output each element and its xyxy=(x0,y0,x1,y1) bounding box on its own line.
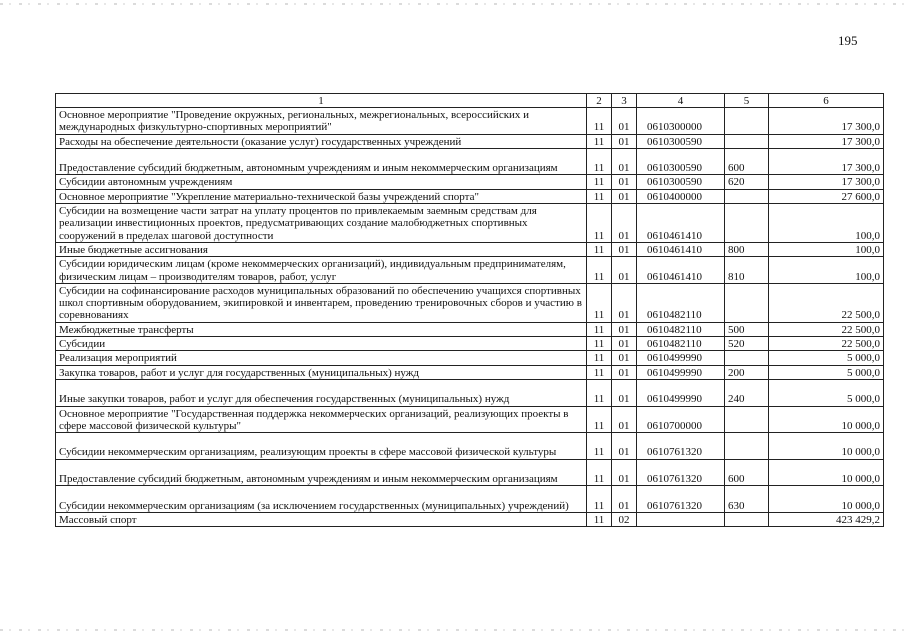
header-col-4: 4 xyxy=(637,94,725,108)
table-row xyxy=(56,433,884,460)
header-row xyxy=(56,94,884,108)
row-subsection: 01 xyxy=(612,242,637,256)
row-section: 11 xyxy=(587,406,612,433)
row-target-code xyxy=(637,512,725,526)
row-section: 11 xyxy=(587,351,612,365)
scan-noise-bottom xyxy=(0,629,905,631)
row-section: 11 xyxy=(587,433,612,460)
row-expense-type xyxy=(725,134,769,148)
row-amount: 5 000,0 xyxy=(769,379,884,406)
row-section: 11 xyxy=(587,322,612,336)
row-expense-type: 810 xyxy=(725,257,769,284)
row-name: Субсидии xyxy=(56,337,587,351)
row-name: Субсидии юридическим лицам (кроме некоммерческих организаций), индивидуальным предпринимателям, физическим лицам – производителям товаров, работ, услуг xyxy=(56,257,587,284)
row-subsection: 01 xyxy=(612,257,637,284)
row-expense-type: 620 xyxy=(725,175,769,189)
row-amount: 17 300,0 xyxy=(769,108,884,135)
row-subsection: 01 xyxy=(612,337,637,351)
row-amount: 22 500,0 xyxy=(769,337,884,351)
row-amount: 10 000,0 xyxy=(769,486,884,513)
row-target-code: 0610461410 xyxy=(637,204,725,243)
table-row xyxy=(56,242,884,256)
row-target-code: 0610300000 xyxy=(637,108,725,135)
table-row xyxy=(56,337,884,351)
row-expense-type: 520 xyxy=(725,337,769,351)
row-section: 11 xyxy=(587,365,612,379)
row-subsection: 01 xyxy=(612,322,637,336)
row-subsection: 01 xyxy=(612,459,637,486)
row-subsection: 01 xyxy=(612,379,637,406)
row-amount: 27 600,0 xyxy=(769,189,884,203)
table-row xyxy=(56,108,884,135)
table-row xyxy=(56,459,884,486)
table-row xyxy=(56,257,884,284)
row-name: Межбюджетные трансферты xyxy=(56,322,587,336)
row-name: Массовый спорт xyxy=(56,512,587,526)
row-subsection: 01 xyxy=(612,148,637,175)
row-name: Расходы на обеспечение деятельности (оказание услуг) государственных учреждений xyxy=(56,134,587,148)
row-section: 11 xyxy=(587,257,612,284)
row-amount: 22 500,0 xyxy=(769,283,884,322)
table-row xyxy=(56,322,884,336)
table-row xyxy=(56,175,884,189)
table-row xyxy=(56,512,884,526)
row-target-code: 0610499990 xyxy=(637,365,725,379)
table-row xyxy=(56,189,884,203)
budget-table-body xyxy=(56,94,884,527)
row-target-code: 0610461410 xyxy=(637,257,725,284)
row-section: 11 xyxy=(587,379,612,406)
row-name: Реализация мероприятий xyxy=(56,351,587,365)
row-amount: 10 000,0 xyxy=(769,406,884,433)
table-row xyxy=(56,283,884,322)
row-subsection: 01 xyxy=(612,189,637,203)
row-target-code: 0610499990 xyxy=(637,351,725,365)
row-target-code: 0610461410 xyxy=(637,242,725,256)
table-row xyxy=(56,148,884,175)
header-col-1: 1 xyxy=(56,94,587,108)
row-section: 11 xyxy=(587,148,612,175)
row-name: Субсидии некоммерческим организациям (за исключением государственных (муниципальных) учреждений) xyxy=(56,486,587,513)
row-name: Основное мероприятие "Государственная поддержка некоммерческих организаций, реализующих проекты в сфере массовой физической культуры" xyxy=(56,406,587,433)
table-row xyxy=(56,406,884,433)
row-expense-type xyxy=(725,406,769,433)
row-amount: 22 500,0 xyxy=(769,322,884,336)
row-name: Субсидии на возмещение части затрат на уплату процентов по привлекаемым заемным средствам для реализации инвестиционных проектов, предусматривающих создание малобюджетных спортивных сооружений в пределах шаговой доступности xyxy=(56,204,587,243)
row-target-code: 0610700000 xyxy=(637,406,725,433)
row-amount: 423 429,2 xyxy=(769,512,884,526)
table-row xyxy=(56,379,884,406)
row-name: Субсидии автономным учреждениям xyxy=(56,175,587,189)
row-subsection: 01 xyxy=(612,134,637,148)
row-amount: 100,0 xyxy=(769,257,884,284)
page-number: 195 xyxy=(838,33,858,48)
header-col-2: 2 xyxy=(587,94,612,108)
row-amount: 5 000,0 xyxy=(769,351,884,365)
row-subsection: 02 xyxy=(612,512,637,526)
row-target-code: 0610482110 xyxy=(637,283,725,322)
row-section: 11 xyxy=(587,242,612,256)
row-expense-type: 630 xyxy=(725,486,769,513)
table-row xyxy=(56,486,884,513)
row-section: 11 xyxy=(587,204,612,243)
row-amount: 10 000,0 xyxy=(769,433,884,460)
row-expense-type: 800 xyxy=(725,242,769,256)
row-target-code: 0610300590 xyxy=(637,134,725,148)
header-col-6: 6 xyxy=(769,94,884,108)
row-name: Иные закупки товаров, работ и услуг для обеспечения государственных (муниципальных) нужд xyxy=(56,379,587,406)
row-expense-type: 500 xyxy=(725,322,769,336)
row-expense-type xyxy=(725,433,769,460)
table-row xyxy=(56,134,884,148)
row-name: Предоставление субсидий бюджетным, автономным учреждениям и иным некоммерческим организациям xyxy=(56,459,587,486)
row-expense-type: 240 xyxy=(725,379,769,406)
row-amount: 17 300,0 xyxy=(769,134,884,148)
row-amount: 100,0 xyxy=(769,242,884,256)
row-section: 11 xyxy=(587,337,612,351)
row-expense-type xyxy=(725,283,769,322)
row-expense-type: 600 xyxy=(725,459,769,486)
header-col-3: 3 xyxy=(612,94,637,108)
row-subsection: 01 xyxy=(612,486,637,513)
row-section: 11 xyxy=(587,189,612,203)
row-section: 11 xyxy=(587,459,612,486)
row-subsection: 01 xyxy=(612,175,637,189)
row-subsection: 01 xyxy=(612,108,637,135)
row-target-code: 0610400000 xyxy=(637,189,725,203)
table-row xyxy=(56,204,884,243)
row-target-code: 0610300590 xyxy=(637,175,725,189)
row-expense-type xyxy=(725,351,769,365)
row-name: Основное мероприятие "Проведение окружных, региональных, межрегиональных, всероссийских и международных физкультурно-спортивных мероприятий" xyxy=(56,108,587,135)
scan-noise-top xyxy=(0,3,905,5)
row-subsection: 01 xyxy=(612,204,637,243)
row-amount: 17 300,0 xyxy=(769,175,884,189)
row-section: 11 xyxy=(587,283,612,322)
table-row xyxy=(56,351,884,365)
row-amount: 5 000,0 xyxy=(769,365,884,379)
row-target-code: 0610761320 xyxy=(637,459,725,486)
header-col-5: 5 xyxy=(725,94,769,108)
row-subsection: 01 xyxy=(612,351,637,365)
row-name: Закупка товаров, работ и услуг для государственных (муниципальных) нужд xyxy=(56,365,587,379)
row-target-code: 0610761320 xyxy=(637,433,725,460)
row-subsection: 01 xyxy=(612,365,637,379)
row-section: 11 xyxy=(587,512,612,526)
row-section: 11 xyxy=(587,134,612,148)
row-target-code: 0610482110 xyxy=(637,322,725,336)
row-name: Иные бюджетные ассигнования xyxy=(56,242,587,256)
row-subsection: 01 xyxy=(612,406,637,433)
row-amount: 17 300,0 xyxy=(769,148,884,175)
row-target-code: 0610300590 xyxy=(637,148,725,175)
row-subsection: 01 xyxy=(612,283,637,322)
row-expense-type xyxy=(725,512,769,526)
row-expense-type xyxy=(725,189,769,203)
row-expense-type xyxy=(725,108,769,135)
row-amount: 100,0 xyxy=(769,204,884,243)
row-subsection: 01 xyxy=(612,433,637,460)
row-name: Основное мероприятие "Укрепление материально-технической базы учреждений спорта" xyxy=(56,189,587,203)
budget-table xyxy=(55,93,884,527)
row-target-code: 0610499990 xyxy=(637,379,725,406)
row-amount: 10 000,0 xyxy=(769,459,884,486)
row-target-code: 0610482110 xyxy=(637,337,725,351)
row-name: Предоставление субсидий бюджетным, автономным учреждениям и иным некоммерческим организациям xyxy=(56,148,587,175)
row-name: Субсидии на софинансирование расходов муниципальных образований по обеспечению учащихся спортивных школ спортивным оборудованием, экипировкой и инвентарем, проведению тренировочных сборов и участию в соревнованиях xyxy=(56,283,587,322)
table-row xyxy=(56,365,884,379)
row-section: 11 xyxy=(587,175,612,189)
row-section: 11 xyxy=(587,486,612,513)
row-target-code: 0610761320 xyxy=(637,486,725,513)
row-expense-type: 600 xyxy=(725,148,769,175)
row-section: 11 xyxy=(587,108,612,135)
row-expense-type xyxy=(725,204,769,243)
row-expense-type: 200 xyxy=(725,365,769,379)
row-name: Субсидии некоммерческим организациям, реализующим проекты в сфере массовой физической культуры xyxy=(56,433,587,460)
